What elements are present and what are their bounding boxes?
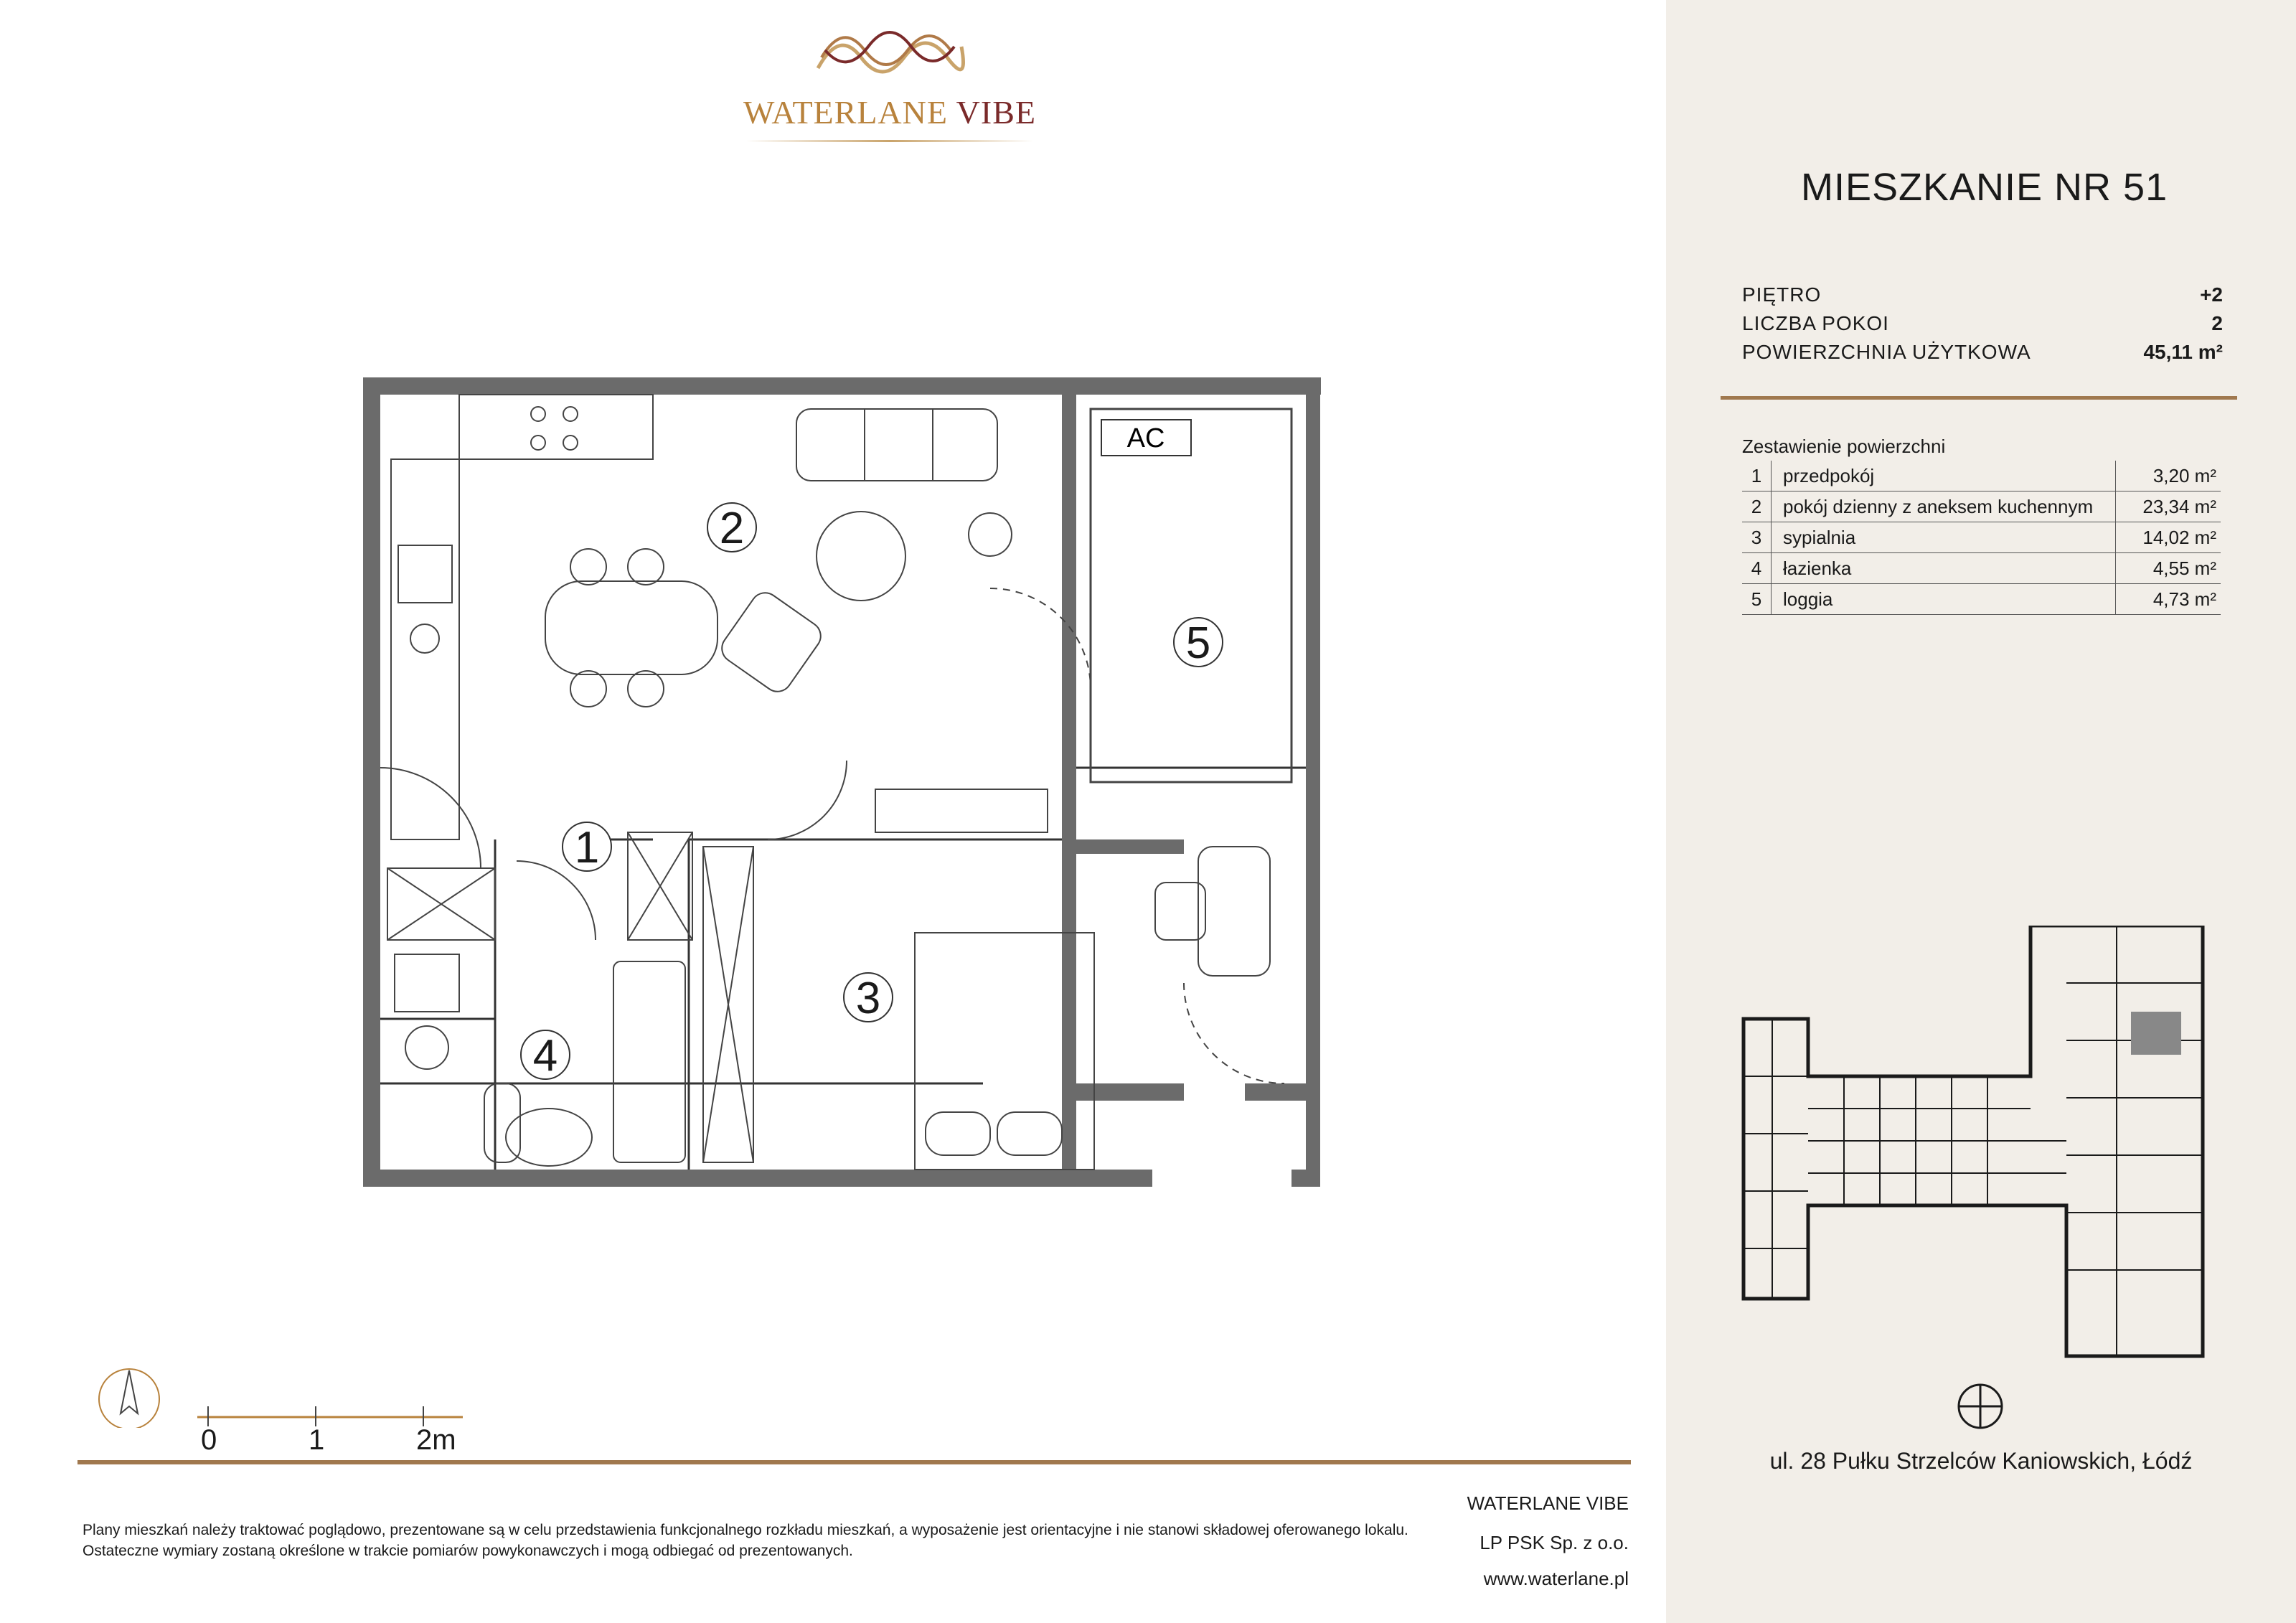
company-name: WATERLANE VIBE — [1467, 1492, 1629, 1514]
info-value: 2 — [2211, 312, 2223, 334]
table-row: 2 pokój dzienny z aneksem kuchennym 23,34 m² — [1742, 491, 2221, 522]
info-value: 45,11 m² — [2143, 341, 2223, 363]
ac-label: AC — [1126, 423, 1165, 453]
brand-name-part1: WATERLANE — [743, 94, 948, 131]
disclaimer-line2: Ostateczne wymiary zostaną określone w trakcie pomiarów powykonawczych i mogą odbiegać od prezentowanych. — [83, 1543, 853, 1559]
info-row-floor — [1742, 283, 2223, 312]
table-row: 3 sypialnia 14,02 m² — [1742, 522, 2221, 553]
table-row: 5 loggia 4,73 m² — [1742, 584, 2221, 615]
brand-logo — [718, 14, 1062, 151]
address: ul. 28 Pułku Strzelców Kaniowskich, Łódź — [1769, 1448, 2193, 1474]
compass-icon — [1955, 1381, 2005, 1431]
room-summary-table — [1742, 461, 2221, 615]
room-number-3: 3 — [855, 974, 881, 1023]
logo-underline — [746, 140, 1033, 142]
compass-scale-graphic — [79, 1363, 481, 1428]
page-title: MIESZKANIE NR 51 — [1801, 166, 2168, 209]
info-label: LICZBA POKOI — [1742, 312, 1889, 334]
bottom-divider — [77, 1460, 1631, 1464]
info-panel — [1666, 0, 2296, 1623]
room-number-2: 2 — [719, 504, 745, 553]
wall-right — [1306, 377, 1320, 1187]
floor-plan — [352, 366, 1327, 1191]
highlighted-unit — [2131, 1012, 2181, 1055]
info-label: PIĘTRO — [1742, 283, 1822, 306]
waves-icon — [718, 14, 1062, 93]
wall-loggia-left — [1062, 395, 1076, 1184]
table-row: 1 przedpokój 3,20 m² — [1742, 461, 2221, 491]
brand-name — [718, 93, 1062, 131]
brand-name-part2: VIBE — [956, 94, 1036, 131]
company-legal: LP PSK Sp. z o.o. — [1479, 1532, 1629, 1553]
scale-label-1: 1 — [309, 1424, 325, 1456]
building-key-plan — [1729, 926, 2217, 1370]
disclaimer-line1: Plany mieszkań należy traktować poglądowo, prezentowane są w celu przedstawienia funkcjonalnego rozkładu mieszkań, a wyposażenie jest orientacyjne i nie stanowi składowej oferowanego lokalu. — [83, 1522, 1408, 1538]
info-divider — [1721, 396, 2237, 400]
wall-left-lower — [363, 883, 380, 1184]
scale-label-2: 2m — [416, 1424, 456, 1456]
wall-top — [363, 377, 1321, 395]
room-number-5: 5 — [1185, 618, 1211, 668]
wall-bottom — [363, 1170, 1152, 1187]
summary-title: Zestawienie powierzchni — [1742, 436, 1946, 457]
compass-icon — [99, 1369, 159, 1428]
company-url[interactable]: www.waterlane.pl — [1483, 1568, 1629, 1589]
info-row-area — [1742, 341, 2223, 370]
scale-bar — [79, 1363, 481, 1464]
info-label: POWIERZCHNIA UŻYTKOWA — [1742, 341, 2031, 363]
scale-label-0: 0 — [201, 1424, 217, 1456]
room-number-1: 1 — [574, 823, 600, 872]
disclaimer — [83, 1520, 1482, 1561]
room-number-4: 4 — [532, 1031, 558, 1081]
info-value: +2 — [2200, 283, 2223, 306]
info-row-rooms — [1742, 312, 2223, 341]
table-row: 4 łazienka 4,55 m² — [1742, 553, 2221, 584]
